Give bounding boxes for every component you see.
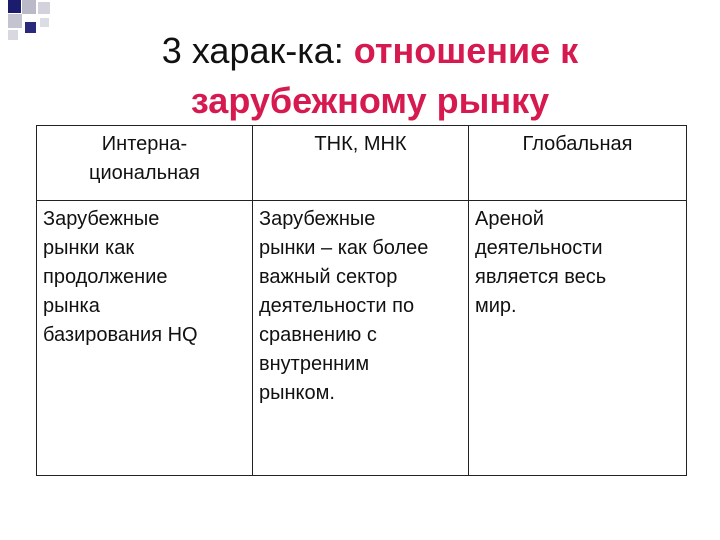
title-prefix: 3 харак-ка:	[161, 30, 354, 71]
decor-square-icon	[8, 30, 18, 40]
cell-line: рынка	[43, 295, 100, 317]
cell-line: деятельности по	[259, 295, 415, 317]
table-row	[37, 201, 687, 476]
cell-line: базирования HQ	[43, 324, 198, 346]
cell-line: является весь	[475, 266, 607, 288]
decor-square-icon	[40, 18, 49, 27]
cell-line: Ареной	[475, 208, 544, 230]
decor-square-icon	[8, 14, 22, 28]
cell-line: продолжение	[43, 266, 168, 288]
cell-tnk-mnk	[253, 201, 469, 476]
cell-line: рынком.	[259, 382, 335, 404]
cell-line: мир.	[475, 295, 517, 317]
header-global	[469, 126, 687, 201]
decor-square-icon	[25, 22, 36, 33]
cell-line: Зарубежные	[43, 208, 160, 230]
cell-line: важный сектор	[259, 266, 398, 288]
decor-square-icon	[38, 2, 50, 14]
title-accent-line1: отношение к	[353, 30, 579, 71]
cell-international	[37, 201, 253, 476]
header-line: циональная	[88, 162, 200, 184]
cell-line: сравнению с	[259, 324, 377, 346]
title-accent-line2: зарубежному рынку	[190, 80, 550, 121]
slide-title	[70, 26, 670, 126]
decor-square-icon	[22, 0, 36, 14]
header-line: ТНК, МНК	[314, 133, 407, 155]
cell-global	[469, 201, 687, 476]
cell-line: рынки – как более	[259, 237, 429, 259]
header-line: Интерна-	[101, 133, 188, 155]
table-header-row	[37, 126, 687, 201]
header-tnk-mnk	[253, 126, 469, 201]
comparison-table	[36, 125, 687, 476]
cell-line: деятельности	[475, 237, 603, 259]
cell-line: внутренним	[259, 353, 370, 375]
decor-square-icon	[8, 0, 21, 13]
header-line: Глобальная	[522, 133, 633, 155]
header-international	[37, 126, 253, 201]
cell-line: Зарубежные	[259, 208, 376, 230]
cell-line: рынки как	[43, 237, 135, 259]
